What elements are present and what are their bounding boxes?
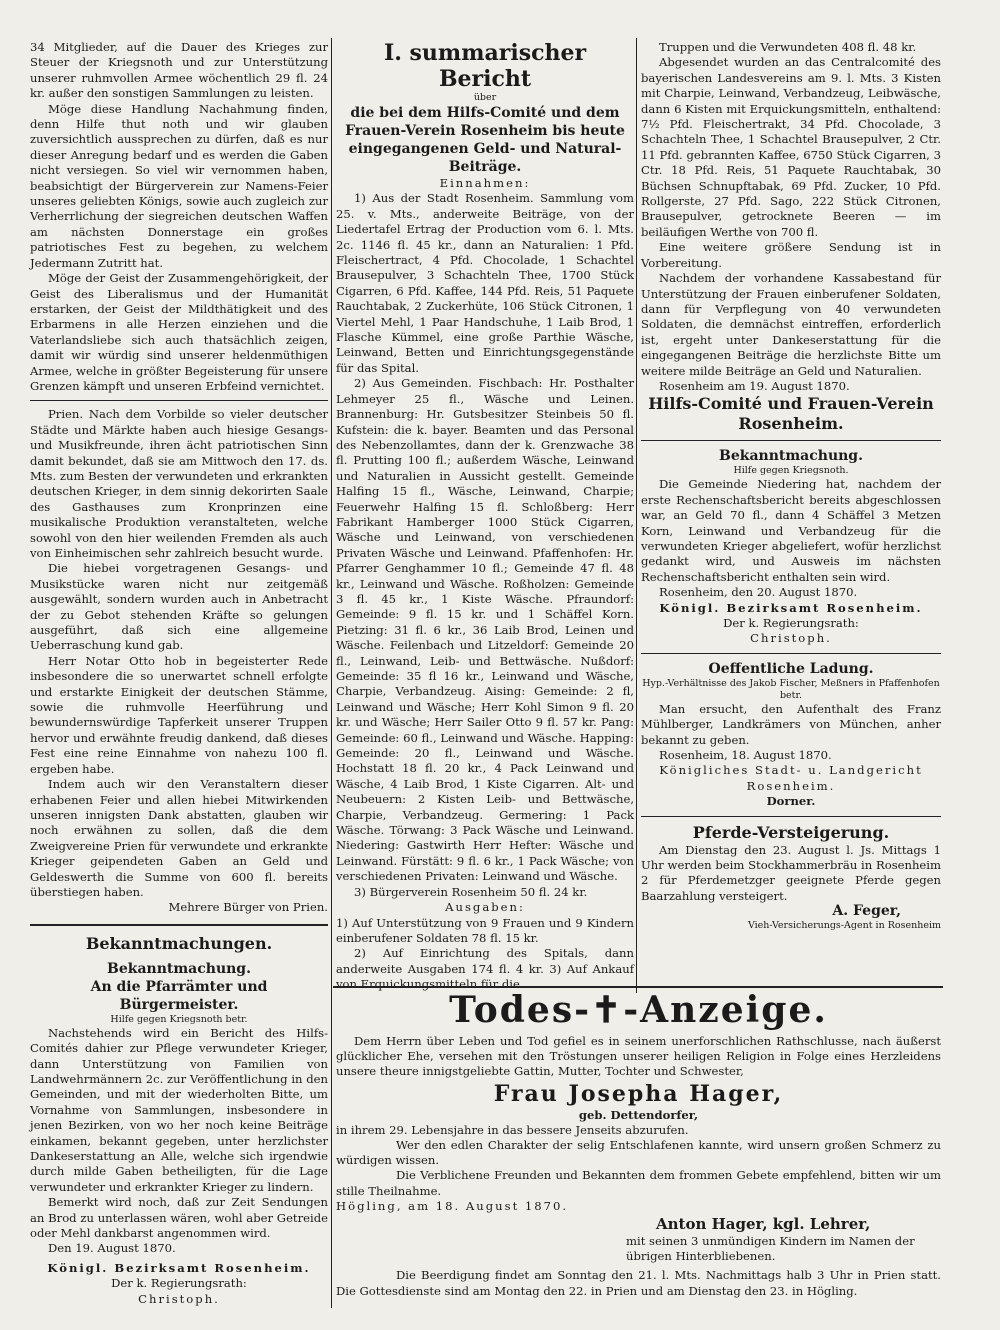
- notice-name: Christoph.: [750, 631, 832, 646]
- expense-heading: Ausgaben:: [445, 900, 525, 915]
- divider: [30, 400, 328, 401]
- article-paragraph: Die Gemeinde Niedering hat, nachdem der erste Rechenschaftsbericht bereits abgeschlossen war, an Geld 70 fl., dann 4 Schäffel 3 Metzen Korn, Leinwand und Verbandzeug für die verwundeten Krieger abgeliefert, wofür herzlichst gedankt wird, und Ausweis im nächsten Rechenschaftsbericht enthalten sein wird.: [641, 477, 941, 584]
- expense-item: 1) Auf Unterstützung von 9 Frauen und 9 Kindern einberufener Soldaten 78 fl. 15 kr.: [336, 915, 634, 945]
- section-heading: Bekanntmachungen.: [85, 933, 273, 953]
- expense-item: 2) Auf Einrichtung des Spitals, dann anderweite Ausgaben 174 fl. 4 kr. 3) Auf Ankauf von Erquickungsmitteln für die: [336, 946, 634, 992]
- article-paragraph: in ihrem 29. Lebensjahre in das bessere Jenseits abzurufen.: [336, 1122, 689, 1137]
- article-paragraph: Nachstehends wird ein Bericht des Hilfs-Comités dahier zur Pflege verwundeter Krieger, dann Unterstützung von Familien von Landwehrmännern 2c. zur Veröffentlichung in den Gemeinden, und mit der wiederholten Bitte, um Vornahme von Sammlungen, insbesondere in jenen Bezirken, von wo her noch keine Beiträge einkamen, bekannt gegeben, unter herzlichster Dankeserstattung an Alle, welche sich irgendwie durch milde Gaben betheiligten, für die Lage verwundeter und erkrankter Krieger zu lindern.: [30, 1025, 328, 1194]
- notice-name: Christoph.: [138, 1291, 220, 1306]
- article-paragraph: Man ersucht, den Aufenthalt des Franz Mühlberger, Landkrämers von München, anher bekannt zu geben.: [641, 701, 941, 747]
- divider: [30, 924, 328, 926]
- auction-text: Am Dienstag den 23. August l. Js. Mittags 1 Uhr werden beim Stockhammerbräu in Rosenheim 2 für Pferdemetzger geeignete Pferde gegen Baarzahlung versteigert.: [641, 842, 941, 903]
- article-paragraph: Nachdem der vorhandene Kassabestand für Unterstützung der Frauen einberufener Soldaten, dann für Verpflegung von 40 verwundeten Soldaten, die demnächst eintreffen, erforderlich ist, ergeht unter Dankeserstattung für die eingegangenen Beiträge die herzlichste Bitte um weitere milde Beiträge an Geld und Naturalien.: [641, 271, 941, 378]
- signer-name: Anton Hager, kgl. Lehrer,: [656, 1215, 871, 1234]
- article-paragraph: Truppen und die Verwundeten 408 fl. 48 kr.: [659, 40, 917, 54]
- notice-place-date: Högling, am 18. August 1870.: [336, 1198, 569, 1213]
- report-ueber: über: [473, 92, 497, 103]
- funeral-info: Die Beerdigung findet am Sonntag den 21. l. Mts. Nachmittags halb 3 Uhr in Prien statt. Die Gottesdienste sind am Montag den 22. in Prien und am Dienstag den 23. in Högling.: [336, 1268, 941, 1298]
- article-paragraph: Abgesendet wurden an das Centralcomité des bayerischen Landesvereins am 9. l. Mts. 3 Kisten mit Charpie, Leinwand, Verbandzeug, Leibwäsche, dann 6 Kisten mit Erquickungsmitteln, enthaltend: 7½ Pfd. Fleischertrakt, 34 Pfd. Chocolade, 3 Schachteln Thee, 1 Schachtel Brausepulver, 2 Ctr. 11 Pfd. gebrannten Kaffee, 6750 Stück Cigarren, 3 Ctr. 18 Pfd. Reis, 51 Paquete Rauchtabak, 30 Büchsen Schnupftabak, 69 Pfd. Zucker, 10 Pfd. Rollgerste, 27 Pfd. Sago, 222 Stück Citronen, Brausepulver, getrocknete Beeren — im beiläufigen Werthe von 700 fl.: [641, 55, 941, 239]
- notice-role: Der k. Regierungsrath:: [723, 616, 859, 630]
- notice-date: Rosenheim, den 20. August 1870.: [659, 585, 858, 600]
- income-item: 2) Aus Gemeinden. Fischbach: Hr. Posthalter Lehmeyer 25 fl., Wäsche und Leinen. Brannenburg: Hr. Gutsbesitzer Steinbeis 50 fl. Kufstein: die k. bayer. Beamten und das Personal des Nebenzollamtes, dann der k. Grenzwache 38 fl. Prutting 100 fl.; außerdem Wäsche, Leinwand und Naturalien in Aussicht gestellt. Gemeinde Halfing 15 fl., Wäsche, Leinwand, Charpie; Feuerwehr Halfing 15 fl. Schloßberg: Herr Fabrikant Hamberger 1000 Stück Cigarren, Wäsche und Leinwand, von verschiedenen Privaten Wäsche und Leinwand. Pfaffenhofen: Hr. Pfarrer Genghammer 10 fl.; Gemeinde 47 fl. 48 kr., Leinwand und Wäsche. Roßholzen: Gemeinde 3 fl. 45 kr., 1 Kiste Wäsche. Pfraundorf: Gemeinde: 9 fl. 15 kr. und 1 Schäffel Korn. Pietzing: 31 fl. 6 kr., 36 Laib Brod, Leinen und Wäsche. Feilenbach und Litzeldorf: Gemeinde 20 fl., Leinwand, Leib- und Bettwäsche. Nußdorf: Gemeinde: 35 fl 16 kr., Leinwand und Wäsche, Charpie, Verbandzeug. Aising: Gemeinde: 2 fl, Leinwand und Wäsche; Herr Kohl Simon 9 fl. 20 kr. und Wäsche; Herr Sailer Otto 9 fl. 57 kr. Pang: Gemeinde: 60 fl., Leinwand und Wäsche. Happing: Gemeinde: 20 fl., Leinwand und Wäsche. Hochstatt 18 fl. 20 kr., 4 Pack Leinwand und Wäsche, 4 Laib Brod, 1 Kiste Cigarren. Alt- und Neubeuern: 2 Kisten Leib- und Bettwäsche, Charpie, Verbandzeug. Germering: 1 Pack Wäsche. Törwang: 3 Pack Wäsche und Leinwand. Niedering: Gastwirth Herr Hefter: Wäsche und Leinwand. Fürstätt: 9 fl. 6 kr., 1 Pack Wäsche; von verschiedenen Privaten: Leinwand und Wäsche.: [336, 376, 634, 884]
- divider: [641, 816, 941, 817]
- article-paragraph: Die hiebei vorgetragenen Gesangs- und Musikstücke waren nicht nur zeitgemäß ausgewählt, sondern wurden auch in Anbetracht der zu Gebot stehenden Kräfte so gelungen ausgeführt, daß sich eine allgemeine Ueberraschung kund gab.: [30, 561, 328, 653]
- report-date: Rosenheim am 19. August 1870.: [659, 378, 850, 393]
- article-paragraph: Indem auch wir den Veranstaltern dieser erhabenen Feier und allen hiebei Mitwirkenden unseren innigsten Dank abstatten, glauben wir noch erwähnen zu sollen, daß die dem Zweigvereine Prien für verwundete und erkrankte Krieger geipendeten Gaben an Geld und Geldeswerth die Summe von 600 fl. bereits überstiegen haben.: [30, 777, 328, 899]
- income-item: 1) Aus der Stadt Rosenheim. Sammlung vom 25. v. Mts., anderweite Beiträge, von der Liedertafel Ertrag der Production vom 6. l. Mts. 2c. 1146 fl. 45 kr., dann an Naturalien: 1 Pfd. Fleischertract, 4 Pfd. Chocolade, 1 Schachtel Brausepulver, 3 Schachteln Thee, 1700 Stück Cigarren, 6 Pfd. Kaffee, 144 Pfd. Reis, 51 Paquete Rauchtabak, 2 Zuckerhüte, 106 Stück Citronen, 1 Viertel Mehl, 1 Paar Handschuhe, 1 Laib Brod, 1 Flasche Kümmel, eine große Parthie Wäsche, Leinwand, Betten und Einrichtungsgegenstände für das Spital.: [336, 191, 634, 375]
- signature: Mehrere Bürger von Prien.: [168, 900, 328, 915]
- divider: [641, 440, 941, 441]
- article-paragraph: Möge diese Handlung Nachahmung finden, denn Hilfe thut noth und wir glauben zuversichtlich aussprechen zu dürfen, daß es nur dieser Anregung bedarf und es werden die Gaben nicht versiegen. So viel wir vernommen haben, beabsichtigt der Bürgerverein zur Namens-Feier unseres geliebten Königs, sowie auch zugleich zur Verherrlichung der siegreichen deutschen Waffen am nächsten Donnerstage ein großes patriotisches Fest zu begehen, zu welchem Jedermann Zutritt hat.: [30, 101, 328, 270]
- deceased-name: Frau Josepha Hager,: [493, 1080, 784, 1107]
- notice-subject: Hilfe gegen Kriegsnoth betr.: [110, 1013, 248, 1025]
- article-paragraph: 34 Mitglieder, auf die Dauer des Krieges zur Steuer der Kriegsnoth und zur Unterstützung unserer ruhmvollen Armee wöchentlich 29 fl. 24 kr. außer den sonstigen Sammlungen zu leisten.: [30, 40, 328, 101]
- notice-subject: Hilfe gegen Kriegsnoth.: [733, 465, 849, 477]
- summons-date: Rosenheim, 18. August 1870.: [659, 748, 832, 763]
- notice-role: Der k. Regierungsrath:: [111, 1276, 247, 1291]
- deceased-maiden-name: geb. Dettendorfer,: [578, 1107, 699, 1122]
- auction-signer: A. Feger,: [832, 903, 901, 920]
- signer-family: mit seinen 3 unmündigen Kindern im Namen der übrigen Hinterbliebenen.: [626, 1234, 915, 1264]
- summons-heading: Oeffentliche Ladung.: [708, 660, 874, 677]
- death-notice: [336, 990, 941, 1299]
- report-title: I. summarischer Bericht: [383, 40, 587, 92]
- prien-report: Prien. Nach dem Vorbilde so vieler deutscher Städte und Märkte haben auch hiesige Gesangs- und Musikfreunde, ihren ächt patriotischen Sinn damit bekundet, daß sie am Mittwoch den 17. ds. Mts. zum Besten der verwundeten und erkrankten deutschen Krieger, in dem sinnig dekorirten Saale des Gasthauses zum Kronprinzen eine musikalische Produktion veranstalteten, welche sowohl von den hier weilenden Fremden als auch von Einheimischen sehr zahlreich besucht wurde.: [30, 407, 328, 560]
- report-subtitle: die bei dem Hilfs-Comité und dem Frauen-Verein Rosenheim bis heute eingegangenen Geld- und Natural-Beiträge.: [345, 105, 625, 175]
- notice-date: Den 19. August 1870.: [48, 1241, 176, 1256]
- summons-subject: Hyp.-Verhältnisse des Jakob Fischer, Meßners in Pfaffenhofen betr.: [642, 677, 940, 701]
- notice-address: An die Pfarrämter und Bürgermeister.: [90, 978, 268, 1013]
- article-paragraph: Bemerkt wird noch, daß zur Zeit Sendungen an Brod zu unterlassen wären, wohl aber Getreide oder Mehl dankbarst angenommen wird.: [30, 1195, 328, 1241]
- column-rule-left: [331, 38, 332, 1308]
- column-rule-right: [636, 38, 637, 993]
- article-paragraph: Eine weitere größere Sendung ist in Vorbereitung.: [641, 240, 941, 270]
- auction-signer-role: Vieh-Versicherungs-Agent in Rosenheim: [747, 919, 941, 931]
- death-notice-title: Todes-✝-Anzeige.: [449, 989, 828, 1031]
- article-paragraph: Wer den edlen Charakter der selig Entschlafenen kannte, wird unsern großen Schmerz zu würdigen wissen.: [336, 1138, 941, 1168]
- income-heading: Einnahmen:: [439, 176, 531, 190]
- divider: [641, 653, 941, 654]
- auction-heading: Pferde-Versteigerung.: [692, 822, 890, 842]
- notice-authority: Königl. Bezirksamt Rosenheim.: [47, 1260, 311, 1275]
- article-paragraph: Dem Herrn über Leben und Tod gefiel es in seinem unerforschlichen Rathschlusse, nach äußerst glücklicher Ehe, versehen mit den Tröstungen unserer heiligen Religion in Folge eines Herzleidens unsere theure innigstgeliebte Gattin, Mutter, Tochter und Schwester,: [336, 1034, 941, 1079]
- article-paragraph: Möge der Geist der Zusammengehörigkeit, der Geist des Liberalismus und der Humanität erstarken, der Geist der Mildthätigkeit und des Erbarmens in alle Herzen einziehen und die Vaterlandsliebe sich auch thatsächlich zeigen, damit wir würdig sind unserer heldenmüthigen Armee, welche in größter Begeisterung für unsere Grenzen kämpft und unseren Erbfeind vernichtet.: [30, 271, 328, 393]
- committee-signature: Hilfs-Comité und Frauen-Verein Rosenheim.: [648, 394, 934, 434]
- income-item: 3) Bürgerverein Rosenheim 50 fl. 24 kr.: [354, 884, 588, 899]
- column-middle: [336, 40, 634, 993]
- notice-heading: Bekanntmachung.: [107, 960, 251, 977]
- summons-authority: Königliches Stadt- u. Landgericht Rosenheim.: [659, 763, 923, 793]
- column-left: [30, 40, 328, 1307]
- notice-authority: Königl. Bezirksamt Rosenheim.: [659, 600, 923, 615]
- notice-heading: Bekanntmachung.: [719, 448, 863, 465]
- divider: [333, 986, 943, 988]
- summons-name: Dorner.: [766, 794, 816, 809]
- article-paragraph: Herr Notar Otto hob in begeisterter Rede insbesondere die so unerwartet schnell erfolgte und erstarkte Einigkeit der deutschen Stämme, sowie die ruhmvolle Heerführung und bewundernswürdige Tapferkeit unserer Truppen hervor und erwähnte freudig dankend, daß dieses Fest eine reine Einnahme von nahezu 100 fl. ergeben habe.: [30, 653, 328, 776]
- column-right: [641, 40, 941, 932]
- article-paragraph: Die Verblichene Freunden und Bekannten dem frommen Gebete empfehlend, bitten wir um stille Theilnahme.: [336, 1168, 941, 1198]
